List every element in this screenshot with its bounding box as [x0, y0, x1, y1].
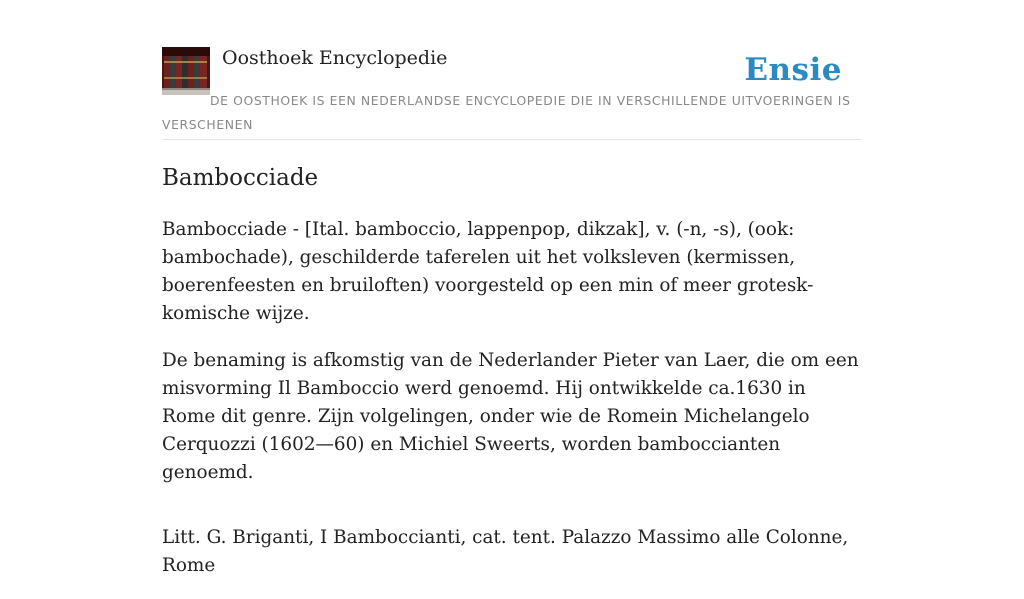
article-paragraph-definition: Bambocciade - [Ital. bamboccio, lappenpop, dikzak], v. (-n, -s), (ook: bambochade), geschilderde taferelen uit het volksleven (kermissen, boerenfeesten en bruiloften) voorgesteld op een min of meer grotesk-komische wijze. [162, 219, 814, 324]
encyclopedia-books-icon[interactable] [162, 47, 210, 95]
site-tagline: DE OOSTHOEK IS EEN NEDERLANDSE ENCYCLOPEDIE DIE IN VERSCHILLENDE UITVOERINGEN IS VERSCHENEN [162, 93, 851, 132]
article-paragraph-origin: De benaming is afkomstig van de Nederlander Pieter van Laer, die om een misvorming Il Bamboccio werd genoemd. Hij ontwikkelde ca.1630 in Rome dit genre. Zijn volgelingen, onder wie de Romein Michelangelo Cerquozzi (1602—60) en Michiel Sweerts, worden bamboccianten genoemd. [162, 350, 859, 483]
ensie-logo[interactable]: Ensie [744, 52, 842, 88]
header-divider [162, 139, 862, 140]
site-title[interactable]: Oosthoek Encyclopedie [222, 47, 448, 69]
article-body [162, 216, 862, 599]
page [162, 0, 862, 576]
article-literature: Litt. G. Briganti, I Bamboccianti, cat. tent. Palazzo Massimo alle Colonne, Rome [162, 527, 849, 576]
article-title: Bambocciade [162, 165, 319, 191]
